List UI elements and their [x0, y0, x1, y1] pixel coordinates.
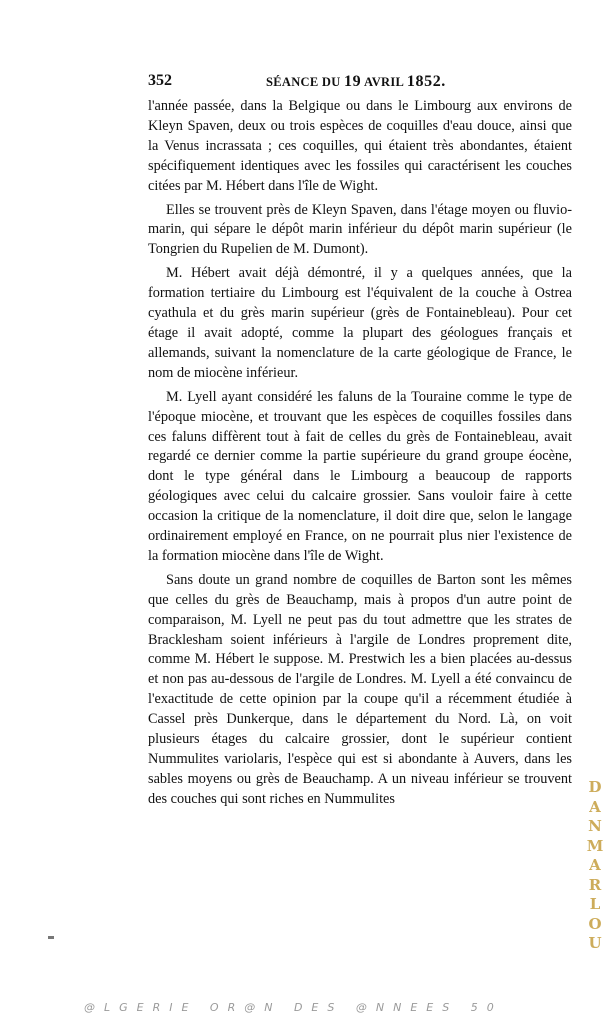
side-watermark-letter: D [588, 778, 602, 796]
side-watermark-letter: A [589, 797, 601, 816]
page-header [148, 72, 572, 94]
side-watermark-letter: U [588, 934, 602, 952]
paragraph: Sans doute un grand nombre de coquilles de Barton sont les mêmes que celles du grès de Beauchamp, mais à propos d'un autre point de comparaison, M. Lyell ne peut pas du tout admettre que les strates de Bracklesham soient inférieurs à l'argile de Londres proprement dite, comme M. Hébert le suppose. M. Prestwich les a bien placées au-dessus et non pas au-dessous de l'argile de Londres. M. Lyell a été convaincu de l'exactitude de cette opinion par la coupe qu'il a récemment étudiée à Cassel près Dunkerque, dans le département du Nord. Là, on voit plusieurs étages du calcaire grossier, dont le supérieur contient Nummulites variolaris, l'espèce qui est si abondante à Auvers, dans les sables moyens ou grès de Beauchamp. A un niveau inférieur se trouvent des couches qui sont riches en Nummulites [148, 571, 572, 807]
side-watermark [586, 778, 604, 978]
page-number: 352 [148, 72, 172, 89]
paragraph: l'année passée, dans la Belgique ou dans le Limbourg aux environs de Kleyn Spaven, deux ou trois espèces de coquilles d'eau douce, ainsi que la Venus incrassata ; ces coquilles, qui étaient très abondantes, étaient spécifiquement identiques avec les fossiles qui caractérisent les couches citées par M. Hébert dans l'île de Wight. [148, 98, 572, 194]
side-watermark-letter: A [589, 856, 601, 874]
side-watermark-letter: O [588, 914, 602, 933]
scan-speck [48, 936, 54, 939]
running-head-prefix: SÉANCE DU [266, 75, 341, 89]
running-head-year: 1852. [406, 73, 446, 90]
running-head [266, 73, 446, 91]
footer-watermark: @LGERIE OR@N DES @NNEES 50 [84, 1001, 503, 1014]
body-text [148, 97, 572, 810]
paragraph: Elles se trouvent près de Kleyn Spaven, dans l'étage moyen ou fluvio-marin, qui sépare le dépôt marin inférieur du dépôt marin supérieur (le Tongrien du Rupelien de M. Dumont). [148, 201, 572, 258]
paragraph: M. Lyell ayant considéré les faluns de la Touraine comme le type de l'époque miocène, et trouvant que les espèces de coquilles fossiles dans ces faluns diffèrent tout à fait de celles du grès de Fontainebleau, avait regardé ce dernier comme la partie supérieure du grand groupe éocène, dont le type général dans le Limbourg a beaucoup de rapports géologiques avec celui du calcaire grossier. Sans vouloir faire à cette occasion la critique de la nomenclature, il doit dire que, selon le langage ordinairement employé en France, on ne pourrait plus nier l'existence de la formation miocène dans l'île de Wight. [148, 388, 572, 564]
side-watermark-letter: M [586, 836, 604, 855]
side-watermark-letter: N [588, 817, 602, 835]
side-watermark-letter: R [588, 875, 602, 894]
side-watermark-letter: L [589, 895, 601, 913]
running-head-month: AVRIL [363, 75, 404, 89]
paragraph: M. Hébert avait déjà démontré, il y a quelques années, que la formation tertiaire du Limbourg est l'équivalent de la couche à Ostrea cyathula et du grès marin supérieur (grès de Fontainebleau). Pour cet étage il avait adopté, comme la plupart des géologues français et allemands, suivant la nomenclature de la carte géologique de France, le nom de miocène inférieur. [148, 265, 572, 381]
running-head-day: 19 [344, 73, 362, 90]
